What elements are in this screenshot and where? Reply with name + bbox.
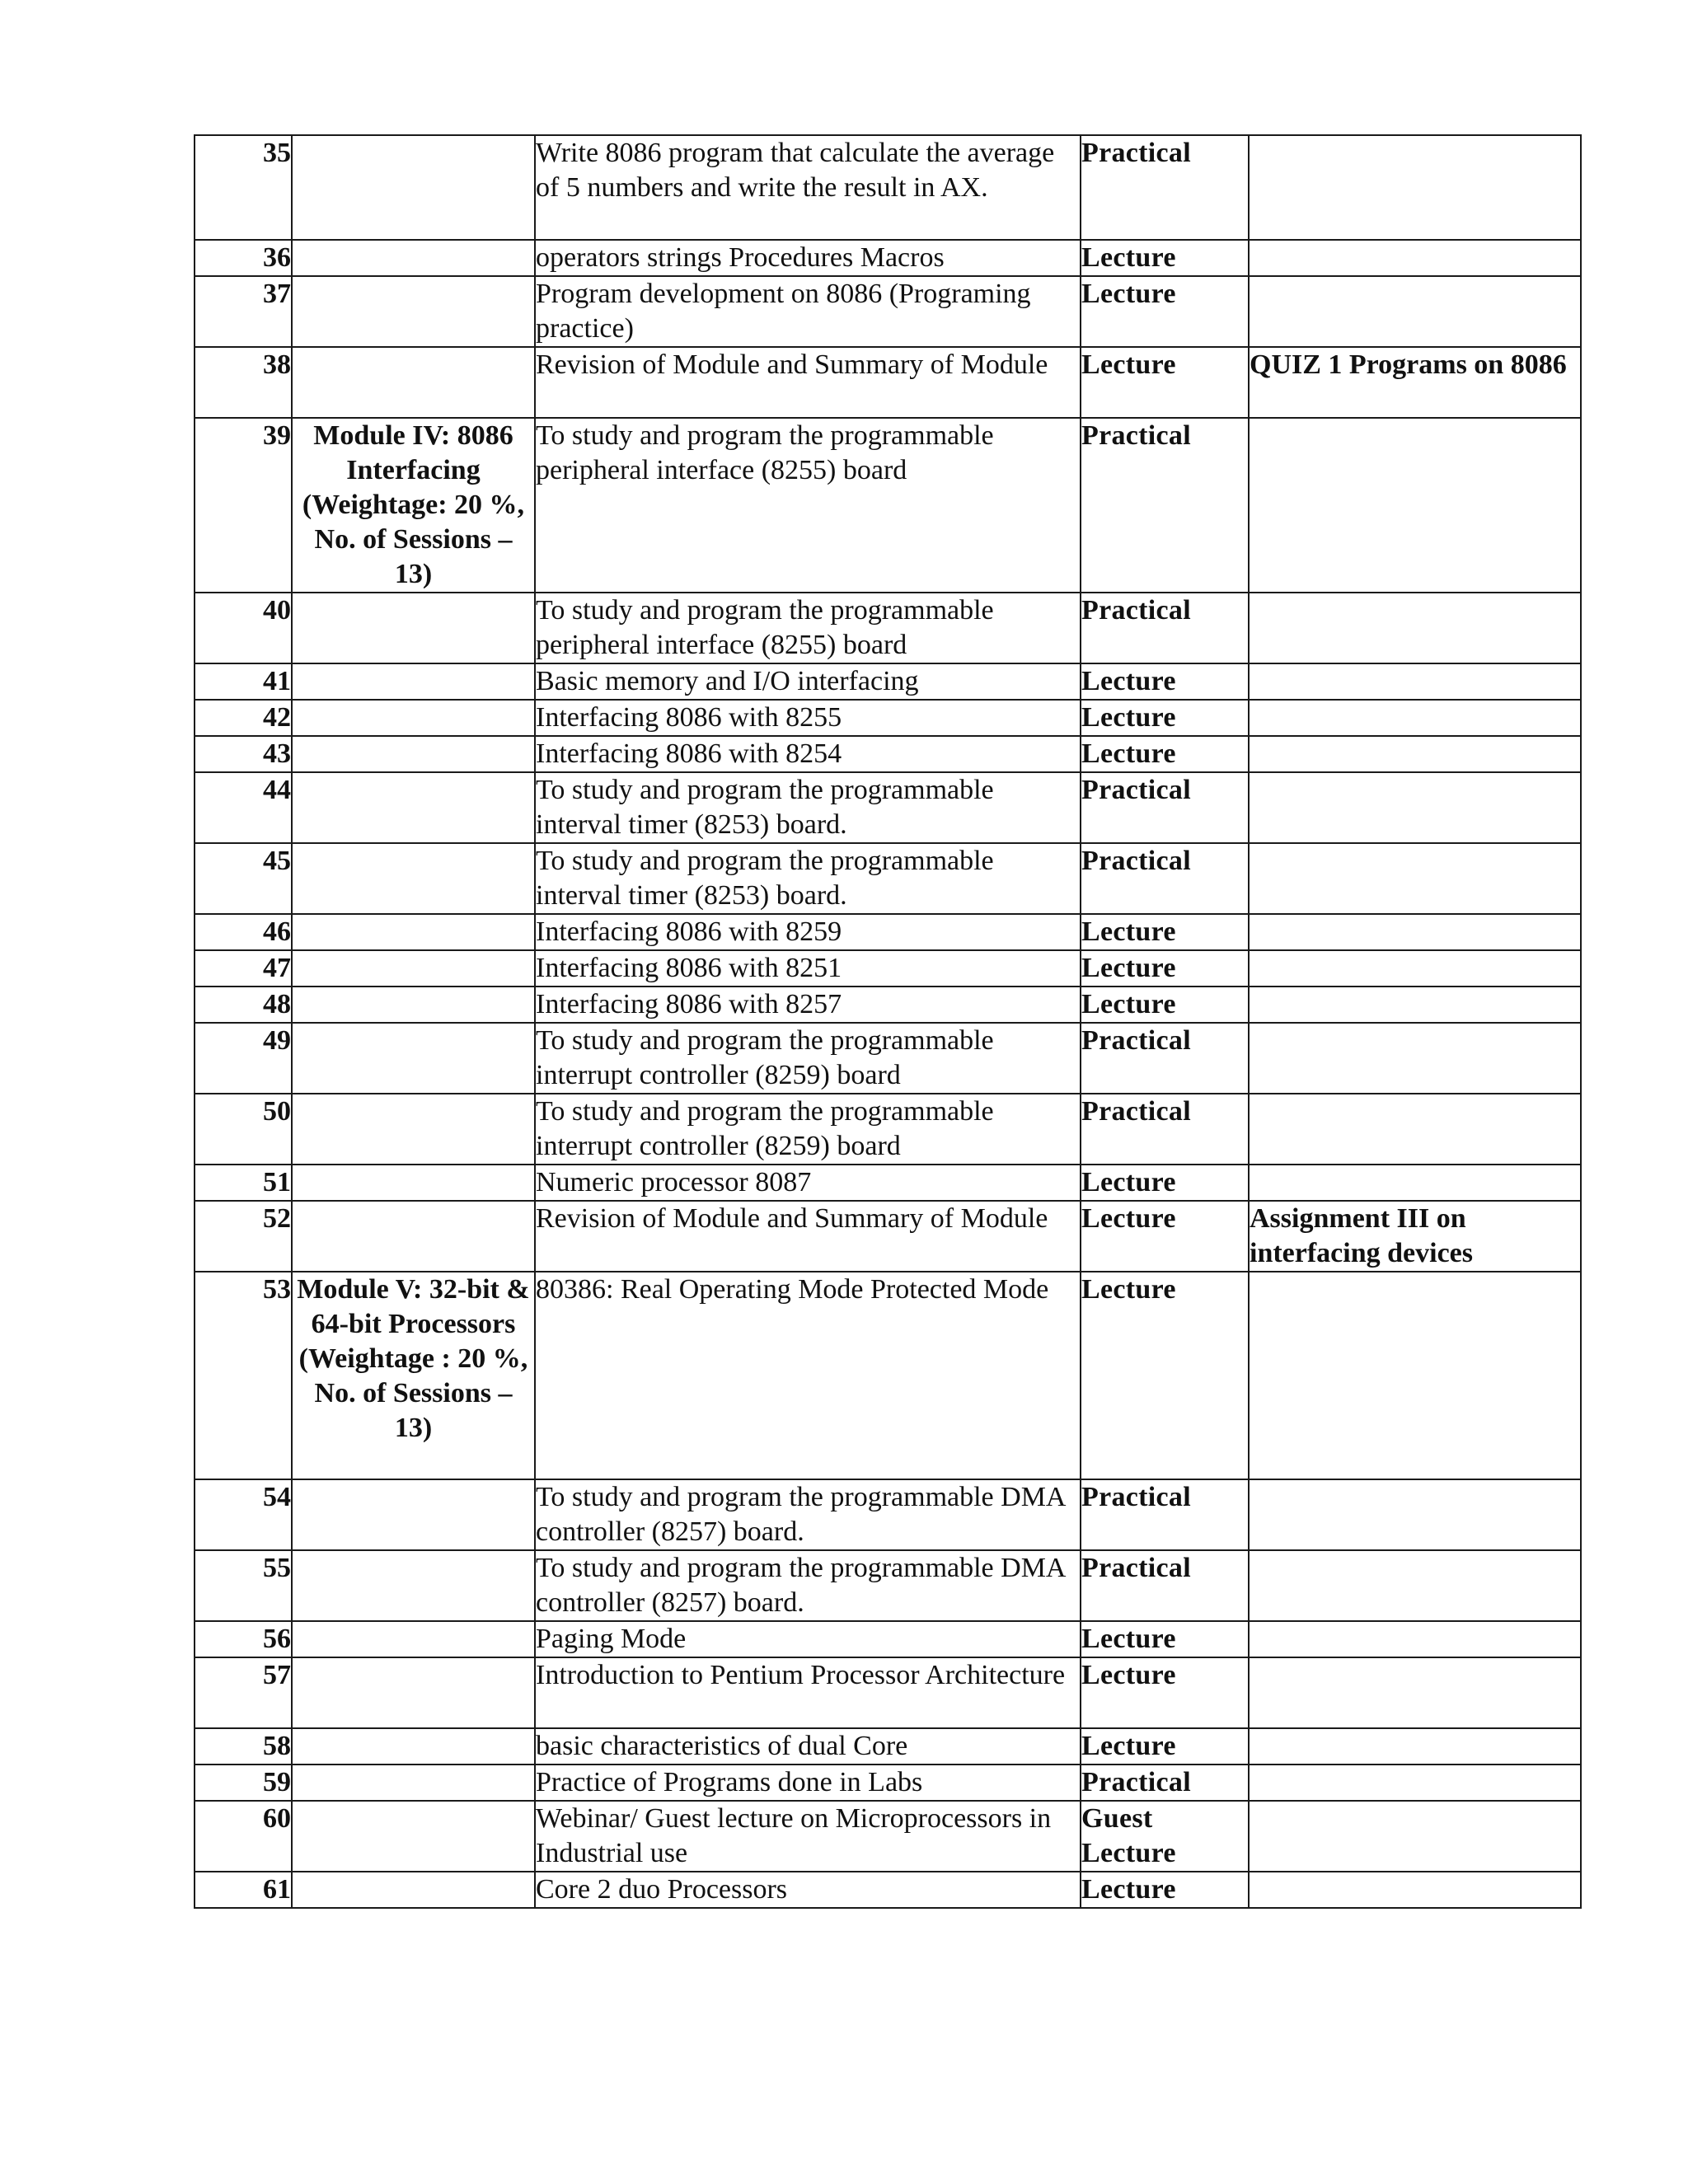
session-plan-body	[195, 135, 1581, 1908]
session-number: 40	[195, 593, 292, 663]
remarks-cell	[1249, 950, 1581, 987]
topic-cell: operators strings Procedures Macros	[535, 240, 1081, 276]
table-row	[195, 1272, 1581, 1479]
module-cell	[292, 347, 535, 418]
module-cell	[292, 700, 535, 736]
session-type-cell: Lecture	[1081, 1728, 1249, 1765]
session-number: 51	[195, 1165, 292, 1201]
remarks-cell	[1249, 1023, 1581, 1094]
session-type-cell: Lecture	[1081, 736, 1249, 772]
remarks-cell	[1249, 276, 1581, 347]
session-number: 41	[195, 663, 292, 700]
session-type-cell: Practical	[1081, 1479, 1249, 1550]
module-cell	[292, 1657, 535, 1728]
topic-cell: 80386: Real Operating Mode Protected Mode	[535, 1272, 1081, 1479]
table-row	[195, 736, 1581, 772]
topic-cell: To study and program the programmable peripheral interface (8255) board	[535, 593, 1081, 663]
session-number: 44	[195, 772, 292, 843]
session-type-cell: Lecture	[1081, 700, 1249, 736]
session-type-cell: Lecture	[1081, 1657, 1249, 1728]
module-cell	[292, 736, 535, 772]
topic-cell: Practice of Programs done in Labs	[535, 1765, 1081, 1801]
module-cell	[292, 950, 535, 987]
remarks-cell	[1249, 135, 1581, 240]
topic-cell: Revision of Module and Summary of Module	[535, 1201, 1081, 1272]
topic-cell: Interfacing 8086 with 8255	[535, 700, 1081, 736]
topic-cell: Interfacing 8086 with 8257	[535, 987, 1081, 1023]
session-type-cell: Practical	[1081, 1550, 1249, 1621]
session-type-cell: Practical	[1081, 1023, 1249, 1094]
module-cell	[292, 276, 535, 347]
module-cell	[292, 593, 535, 663]
session-number: 36	[195, 240, 292, 276]
session-type-cell: Practical	[1081, 418, 1249, 593]
session-type-cell: Lecture	[1081, 240, 1249, 276]
topic-cell: Program development on 8086 (Programing practice)	[535, 276, 1081, 347]
module-cell	[292, 1165, 535, 1201]
remarks-cell	[1249, 987, 1581, 1023]
topic-cell: Core 2 duo Processors	[535, 1872, 1081, 1908]
session-number: 38	[195, 347, 292, 418]
table-row	[195, 700, 1581, 736]
session-number: 37	[195, 276, 292, 347]
module-cell	[292, 1201, 535, 1272]
remarks-cell	[1249, 1728, 1581, 1765]
module-cell	[292, 914, 535, 950]
remarks-cell	[1249, 1801, 1581, 1872]
session-type-cell: Practical	[1081, 1765, 1249, 1801]
topic-cell: To study and program the programmable peripheral interface (8255) board	[535, 418, 1081, 593]
session-number: 55	[195, 1550, 292, 1621]
table-row	[195, 276, 1581, 347]
module-cell	[292, 772, 535, 843]
remarks-cell	[1249, 1094, 1581, 1165]
module-cell	[292, 1550, 535, 1621]
table-row	[195, 914, 1581, 950]
module-cell	[292, 1872, 535, 1908]
remarks-cell	[1249, 736, 1581, 772]
session-type-cell: Lecture	[1081, 914, 1249, 950]
topic-cell: Interfacing 8086 with 8251	[535, 950, 1081, 987]
remarks-cell	[1249, 1657, 1581, 1728]
topic-cell: basic characteristics of dual Core	[535, 1728, 1081, 1765]
session-number: 46	[195, 914, 292, 950]
table-row	[195, 1872, 1581, 1908]
session-number: 42	[195, 700, 292, 736]
session-number: 45	[195, 843, 292, 914]
session-type-cell: Practical	[1081, 772, 1249, 843]
table-row	[195, 418, 1581, 593]
session-type-cell: Lecture	[1081, 663, 1249, 700]
module-cell	[292, 240, 535, 276]
remarks-cell: Assignment III on interfacing devices	[1249, 1201, 1581, 1272]
module-cell: Module IV: 8086 Interfacing (Weightage: 20 %, No. of Sessions – 13)	[292, 418, 535, 593]
module-cell	[292, 663, 535, 700]
topic-cell: Interfacing 8086 with 8254	[535, 736, 1081, 772]
remarks-cell	[1249, 1872, 1581, 1908]
session-number: 58	[195, 1728, 292, 1765]
table-row	[195, 593, 1581, 663]
topic-cell: Interfacing 8086 with 8259	[535, 914, 1081, 950]
session-number: 48	[195, 987, 292, 1023]
table-row	[195, 1165, 1581, 1201]
table-row	[195, 135, 1581, 240]
session-type-cell: Lecture	[1081, 1621, 1249, 1657]
table-row	[195, 240, 1581, 276]
table-row	[195, 663, 1581, 700]
topic-cell: To study and program the programmable interrupt controller (8259) board	[535, 1023, 1081, 1094]
topic-cell: To study and program the programmable DMA controller (8257) board.	[535, 1550, 1081, 1621]
session-number: 47	[195, 950, 292, 987]
session-type-cell: Lecture	[1081, 276, 1249, 347]
session-type-cell: Guest Lecture	[1081, 1801, 1249, 1872]
module-cell	[292, 1094, 535, 1165]
remarks-cell	[1249, 914, 1581, 950]
module-cell	[292, 843, 535, 914]
module-cell	[292, 135, 535, 240]
session-number: 52	[195, 1201, 292, 1272]
topic-cell: Paging Mode	[535, 1621, 1081, 1657]
session-number: 53	[195, 1272, 292, 1479]
session-type-cell: Lecture	[1081, 1201, 1249, 1272]
session-number: 35	[195, 135, 292, 240]
module-cell	[292, 1765, 535, 1801]
remarks-cell: QUIZ 1 Programs on 8086	[1249, 347, 1581, 418]
table-row	[195, 1094, 1581, 1165]
table-row	[195, 1657, 1581, 1728]
table-row	[195, 950, 1581, 987]
session-type-cell: Lecture	[1081, 1272, 1249, 1479]
remarks-cell	[1249, 772, 1581, 843]
topic-cell: To study and program the programmable interval timer (8253) board.	[535, 843, 1081, 914]
remarks-cell	[1249, 1550, 1581, 1621]
session-type-cell: Lecture	[1081, 1872, 1249, 1908]
remarks-cell	[1249, 663, 1581, 700]
topic-cell: To study and program the programmable interrupt controller (8259) board	[535, 1094, 1081, 1165]
session-number: 60	[195, 1801, 292, 1872]
session-plan-table	[194, 134, 1582, 1909]
table-row	[195, 772, 1581, 843]
session-type-cell: Lecture	[1081, 950, 1249, 987]
session-type-cell: Practical	[1081, 843, 1249, 914]
table-row	[195, 347, 1581, 418]
session-number: 54	[195, 1479, 292, 1550]
table-row	[195, 1765, 1581, 1801]
module-cell	[292, 1023, 535, 1094]
module-cell	[292, 1621, 535, 1657]
remarks-cell	[1249, 240, 1581, 276]
session-number: 39	[195, 418, 292, 593]
topic-cell: Revision of Module and Summary of Module	[535, 347, 1081, 418]
table-row	[195, 1201, 1581, 1272]
session-number: 59	[195, 1765, 292, 1801]
table-row	[195, 1728, 1581, 1765]
remarks-cell	[1249, 1765, 1581, 1801]
table-row	[195, 1621, 1581, 1657]
table-row	[195, 1479, 1581, 1550]
remarks-cell	[1249, 418, 1581, 593]
remarks-cell	[1249, 1621, 1581, 1657]
topic-cell: Write 8086 program that calculate the average of 5 numbers and write the result in AX.	[535, 135, 1081, 240]
table-row	[195, 987, 1581, 1023]
remarks-cell	[1249, 700, 1581, 736]
table-row	[195, 1550, 1581, 1621]
remarks-cell	[1249, 1165, 1581, 1201]
remarks-cell	[1249, 843, 1581, 914]
table-row	[195, 1801, 1581, 1872]
topic-cell: Introduction to Pentium Processor Architecture	[535, 1657, 1081, 1728]
table-row	[195, 843, 1581, 914]
session-number: 49	[195, 1023, 292, 1094]
topic-cell: To study and program the programmable interval timer (8253) board.	[535, 772, 1081, 843]
topic-cell: To study and program the programmable DMA controller (8257) board.	[535, 1479, 1081, 1550]
topic-cell: Basic memory and I/O interfacing	[535, 663, 1081, 700]
session-type-cell: Practical	[1081, 1094, 1249, 1165]
session-number: 57	[195, 1657, 292, 1728]
session-type-cell: Lecture	[1081, 1165, 1249, 1201]
remarks-cell	[1249, 593, 1581, 663]
module-cell: Module V: 32-bit & 64-bit Processors (Weightage : 20 %, No. of Sessions – 13)	[292, 1272, 535, 1479]
session-type-cell: Lecture	[1081, 347, 1249, 418]
session-number: 50	[195, 1094, 292, 1165]
session-number: 61	[195, 1872, 292, 1908]
module-cell	[292, 1801, 535, 1872]
table-row	[195, 1023, 1581, 1094]
session-type-cell: Lecture	[1081, 987, 1249, 1023]
module-cell	[292, 1479, 535, 1550]
topic-cell: Webinar/ Guest lecture on Microprocessors in Industrial use	[535, 1801, 1081, 1872]
module-cell	[292, 1728, 535, 1765]
remarks-cell	[1249, 1272, 1581, 1479]
module-cell	[292, 987, 535, 1023]
topic-cell: Numeric processor 8087	[535, 1165, 1081, 1201]
session-number: 43	[195, 736, 292, 772]
remarks-cell	[1249, 1479, 1581, 1550]
session-type-cell: Practical	[1081, 135, 1249, 240]
session-number: 56	[195, 1621, 292, 1657]
session-type-cell: Practical	[1081, 593, 1249, 663]
